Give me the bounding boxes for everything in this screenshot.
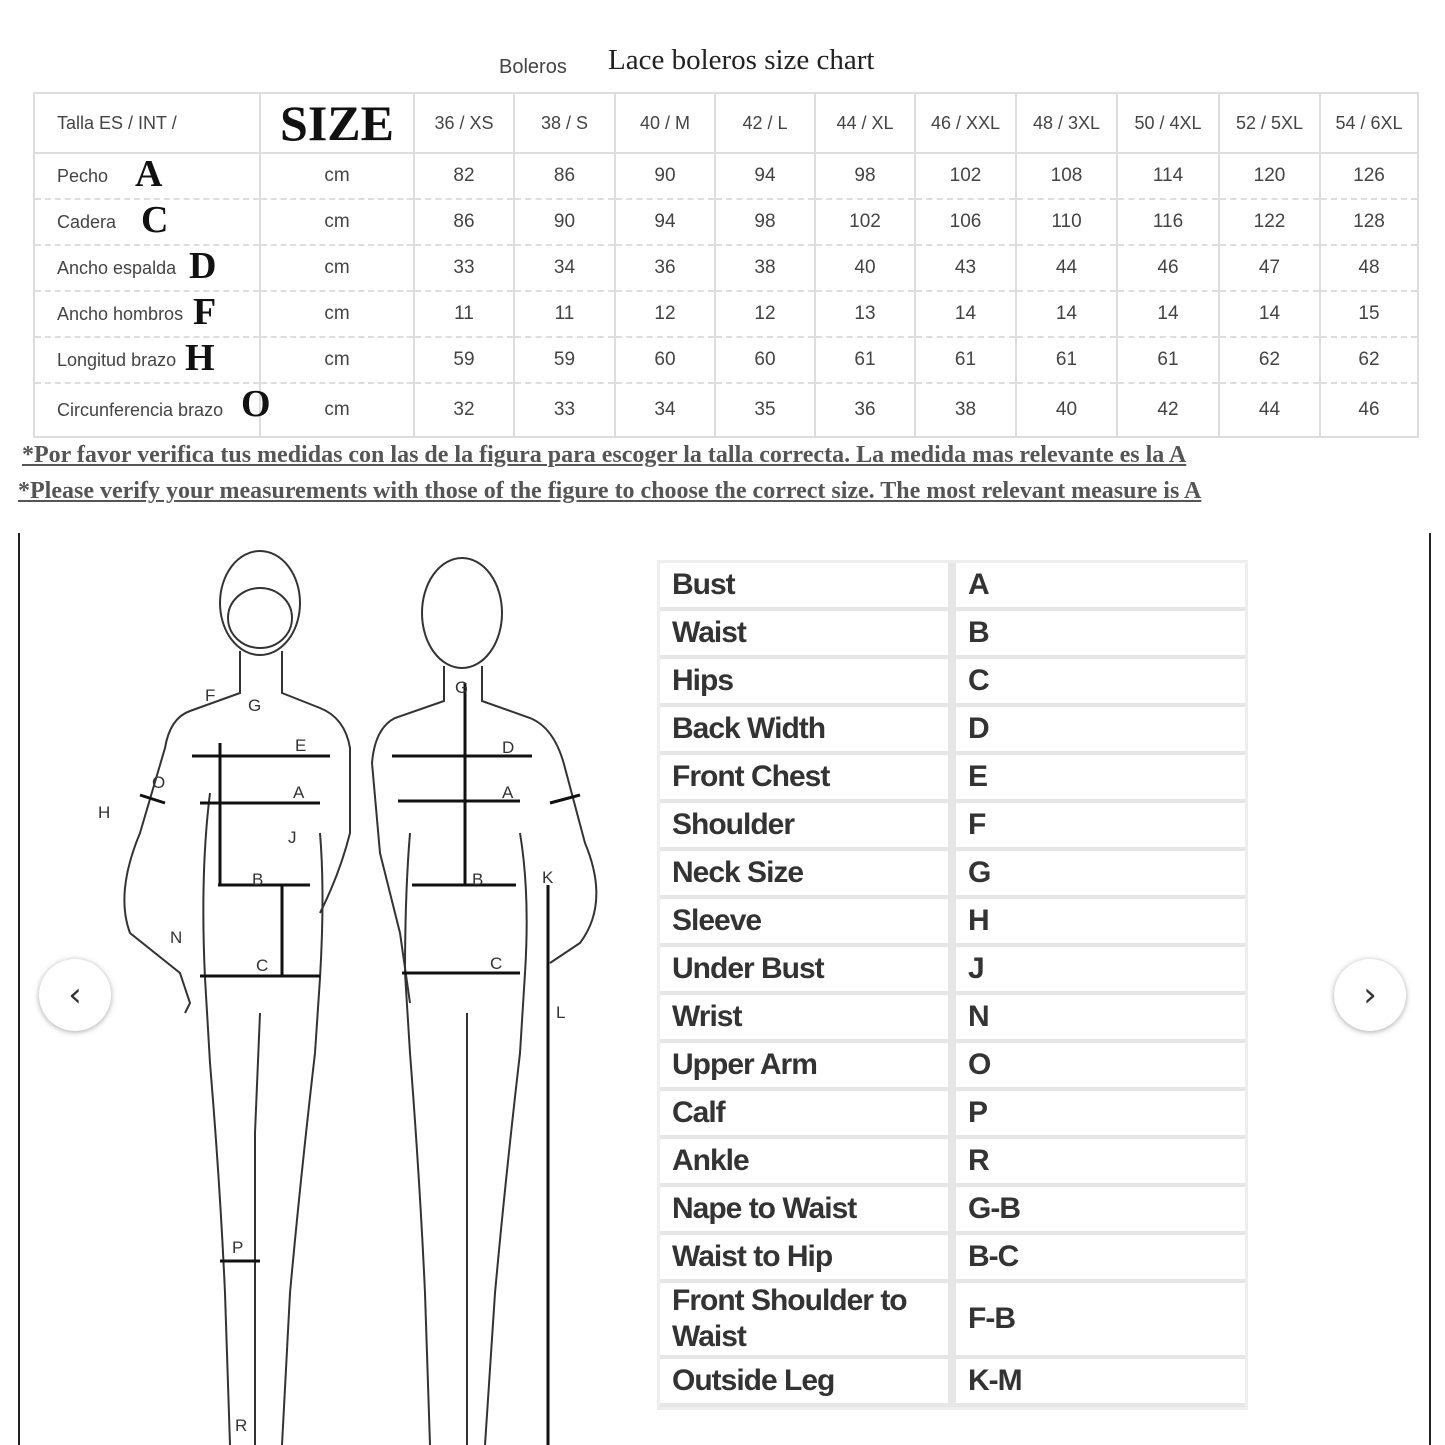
legend-code: G (968, 856, 991, 889)
size-value: 94 (715, 153, 815, 199)
unit-cell: cm (260, 337, 414, 383)
legend-code: B-C (968, 1240, 1019, 1273)
svg-text:G: G (455, 678, 469, 697)
legend-row (660, 659, 1245, 707)
size-col: 50 / 4XL (1117, 93, 1219, 153)
size-value: 46 (1117, 245, 1219, 291)
legend-row (660, 1187, 1245, 1235)
measure-label: Ancho hombros F (34, 291, 260, 337)
size-value: 106 (915, 199, 1016, 245)
size-value: 47 (1219, 245, 1320, 291)
legend-row (660, 899, 1245, 947)
legend-code: C (968, 664, 989, 697)
svg-text:P: P (232, 1238, 244, 1257)
legend-name: Upper Arm (660, 1043, 956, 1087)
legend-code: G-B (968, 1192, 1020, 1225)
size-value: 12 (615, 291, 715, 337)
legend-name: Neck Size (660, 851, 956, 895)
carousel-prev-button[interactable] (39, 959, 111, 1031)
legend-code: B (968, 616, 989, 649)
legend-row (660, 803, 1245, 851)
svg-text:H: H (98, 803, 111, 822)
legend-row (660, 755, 1245, 803)
measure-letter: C (141, 199, 169, 241)
legend-row (660, 995, 1245, 1043)
legend-name: Calf (660, 1091, 956, 1135)
measure-letter: D (189, 245, 217, 287)
size-value: 42 (1117, 383, 1219, 437)
unit-cell: cm (260, 291, 414, 337)
size-value: 13 (815, 291, 915, 337)
unit-cell: cm (260, 245, 414, 291)
legend-name: Bust (660, 563, 956, 607)
legend-code: O (968, 1048, 991, 1081)
size-col: 44 / XL (815, 93, 915, 153)
legend-row (660, 563, 1245, 611)
size-value: 102 (915, 153, 1016, 199)
size-value: 60 (615, 337, 715, 383)
size-value: 48 (1320, 245, 1418, 291)
svg-text:F: F (205, 686, 216, 705)
size-value: 122 (1219, 199, 1320, 245)
legend-code: D (968, 712, 989, 745)
legend-code: A (968, 568, 989, 601)
corner-label: Talla ES / INT / (34, 93, 260, 153)
size-row (34, 245, 1418, 291)
svg-text:N: N (170, 928, 183, 947)
category-title: Boleros (499, 56, 567, 78)
size-value: 44 (1016, 245, 1117, 291)
measurement-legend (657, 560, 1248, 1410)
legend-name: Nape to Waist (660, 1187, 956, 1231)
measure-label: Pecho A (34, 153, 260, 199)
legend-name: Back Width (660, 707, 956, 751)
size-value: 108 (1016, 153, 1117, 199)
legend-row (660, 1043, 1245, 1091)
legend-code: E (968, 760, 988, 793)
legend-name: Under Bust (660, 947, 956, 991)
size-value: 14 (915, 291, 1016, 337)
size-row (34, 153, 1418, 199)
measurement-figure (18, 533, 1431, 1445)
measure-letter: H (185, 337, 215, 379)
unit-cell: cm (260, 153, 414, 199)
svg-text:C: C (256, 956, 269, 975)
size-value: 59 (514, 337, 615, 383)
measure-label: Longitud brazo H (34, 337, 260, 383)
svg-text:K: K (542, 868, 554, 887)
size-row (34, 291, 1418, 337)
legend-row (660, 1359, 1245, 1407)
legend-name: Front Shoulder to Waist (660, 1283, 956, 1355)
carousel-next-button[interactable] (1334, 959, 1406, 1031)
chevron-left-icon: ‹ (68, 975, 82, 1015)
size-value: 98 (815, 153, 915, 199)
svg-text:R: R (235, 1416, 248, 1435)
legend-row (660, 947, 1245, 995)
size-value: 33 (414, 245, 514, 291)
legend-row (660, 1283, 1245, 1359)
legend-code: F (968, 808, 986, 841)
measure-label: Cadera C (34, 199, 260, 245)
measure-label: Circunferencia brazo O (34, 383, 260, 437)
size-value: 40 (815, 245, 915, 291)
size-value: 86 (514, 153, 615, 199)
size-value: 94 (615, 199, 715, 245)
size-value: 61 (1016, 337, 1117, 383)
size-col: 40 / M (615, 93, 715, 153)
unit-cell: cm (260, 383, 414, 437)
size-table (33, 92, 1419, 438)
size-value: 46 (1320, 383, 1418, 437)
legend-name: Sleeve (660, 899, 956, 943)
size-col: 38 / S (514, 93, 615, 153)
svg-text:D: D (502, 738, 515, 757)
legend-row (660, 1235, 1245, 1283)
size-value: 14 (1117, 291, 1219, 337)
size-value: 40 (1016, 383, 1117, 437)
legend-code: F-B (968, 1302, 1015, 1335)
legend-name: Hips (660, 659, 956, 703)
legend-row (660, 1091, 1245, 1139)
svg-text:A: A (293, 783, 305, 802)
figure-letter-labels (98, 678, 565, 1435)
svg-text:B: B (252, 870, 264, 889)
size-value: 14 (1219, 291, 1320, 337)
size-value: 90 (514, 199, 615, 245)
legend-row (660, 1139, 1245, 1187)
legend-code: R (968, 1144, 989, 1177)
size-value: 62 (1320, 337, 1418, 383)
size-value: 36 (615, 245, 715, 291)
size-value: 34 (514, 245, 615, 291)
size-value: 61 (1117, 337, 1219, 383)
size-value: 114 (1117, 153, 1219, 199)
size-col: 46 / XXL (915, 93, 1016, 153)
legend-name: Wrist (660, 995, 956, 1039)
size-value: 14 (1016, 291, 1117, 337)
measure-label: Ancho espalda D (34, 245, 260, 291)
size-value: 59 (414, 337, 514, 383)
size-value: 38 (715, 245, 815, 291)
size-col: 48 / 3XL (1016, 93, 1117, 153)
legend-name: Ankle (660, 1139, 956, 1183)
size-value: 102 (815, 199, 915, 245)
size-col: 52 / 5XL (1219, 93, 1320, 153)
size-col: 54 / 6XL (1320, 93, 1418, 153)
size-value: 61 (815, 337, 915, 383)
size-value: 15 (1320, 291, 1418, 337)
svg-text:G: G (248, 696, 262, 715)
size-value: 98 (715, 199, 815, 245)
size-value: 116 (1117, 199, 1219, 245)
size-header-row (34, 93, 1418, 153)
legend-row (660, 851, 1245, 899)
size-value: 35 (715, 383, 815, 437)
size-value: 38 (915, 383, 1016, 437)
legend-code: N (968, 1000, 989, 1033)
size-value: 11 (414, 291, 514, 337)
size-col: 36 / XS (414, 93, 514, 153)
note-en: *Please verify your measurements with those of the figure to choose the correct size. The most relevant measure is A (18, 478, 1202, 504)
svg-text:J: J (288, 828, 297, 847)
size-value: 86 (414, 199, 514, 245)
size-value: 44 (1219, 383, 1320, 437)
legend-row (660, 611, 1245, 659)
measure-letter: A (135, 153, 163, 195)
size-value: 128 (1320, 199, 1418, 245)
legend-code: P (968, 1096, 988, 1129)
measure-letter: O (241, 383, 271, 425)
svg-text:L: L (556, 1003, 566, 1022)
size-value: 82 (414, 153, 514, 199)
unit-cell: cm (260, 199, 414, 245)
legend-name: Outside Leg (660, 1359, 956, 1403)
legend-code: H (968, 904, 989, 937)
legend-name: Shoulder (660, 803, 956, 847)
svg-text:E: E (295, 736, 307, 755)
size-value: 36 (815, 383, 915, 437)
chart-header (0, 44, 1445, 84)
legend-code: K-M (968, 1364, 1022, 1397)
size-row (34, 383, 1418, 437)
size-value: 32 (414, 383, 514, 437)
size-row (34, 337, 1418, 383)
size-value: 34 (615, 383, 715, 437)
size-label: SIZE (260, 93, 414, 153)
legend-name: Waist to Hip (660, 1235, 956, 1279)
size-row (34, 199, 1418, 245)
legend-code: J (968, 952, 984, 985)
size-value: 61 (915, 337, 1016, 383)
svg-text:O: O (152, 773, 166, 792)
size-value: 12 (715, 291, 815, 337)
size-value: 110 (1016, 199, 1117, 245)
chevron-right-icon: › (1363, 975, 1377, 1015)
size-value: 33 (514, 383, 615, 437)
svg-text:C: C (490, 954, 503, 973)
size-value: 60 (715, 337, 815, 383)
measure-letter: F (193, 291, 217, 333)
legend-name: Front Chest (660, 755, 956, 799)
size-value: 62 (1219, 337, 1320, 383)
size-value: 90 (615, 153, 715, 199)
note-es: *Por favor verifica tus medidas con las de la figura para escoger la talla correcta. La medida mas relevante es la A (22, 442, 1187, 468)
svg-text:A: A (502, 783, 514, 802)
legend-row (660, 707, 1245, 755)
size-col: 42 / L (715, 93, 815, 153)
svg-text:B: B (472, 870, 484, 889)
size-value: 11 (514, 291, 615, 337)
size-value: 120 (1219, 153, 1320, 199)
size-value: 126 (1320, 153, 1418, 199)
legend-name: Waist (660, 611, 956, 655)
size-value: 43 (915, 245, 1016, 291)
page-title: Lace boleros size chart (608, 44, 875, 76)
